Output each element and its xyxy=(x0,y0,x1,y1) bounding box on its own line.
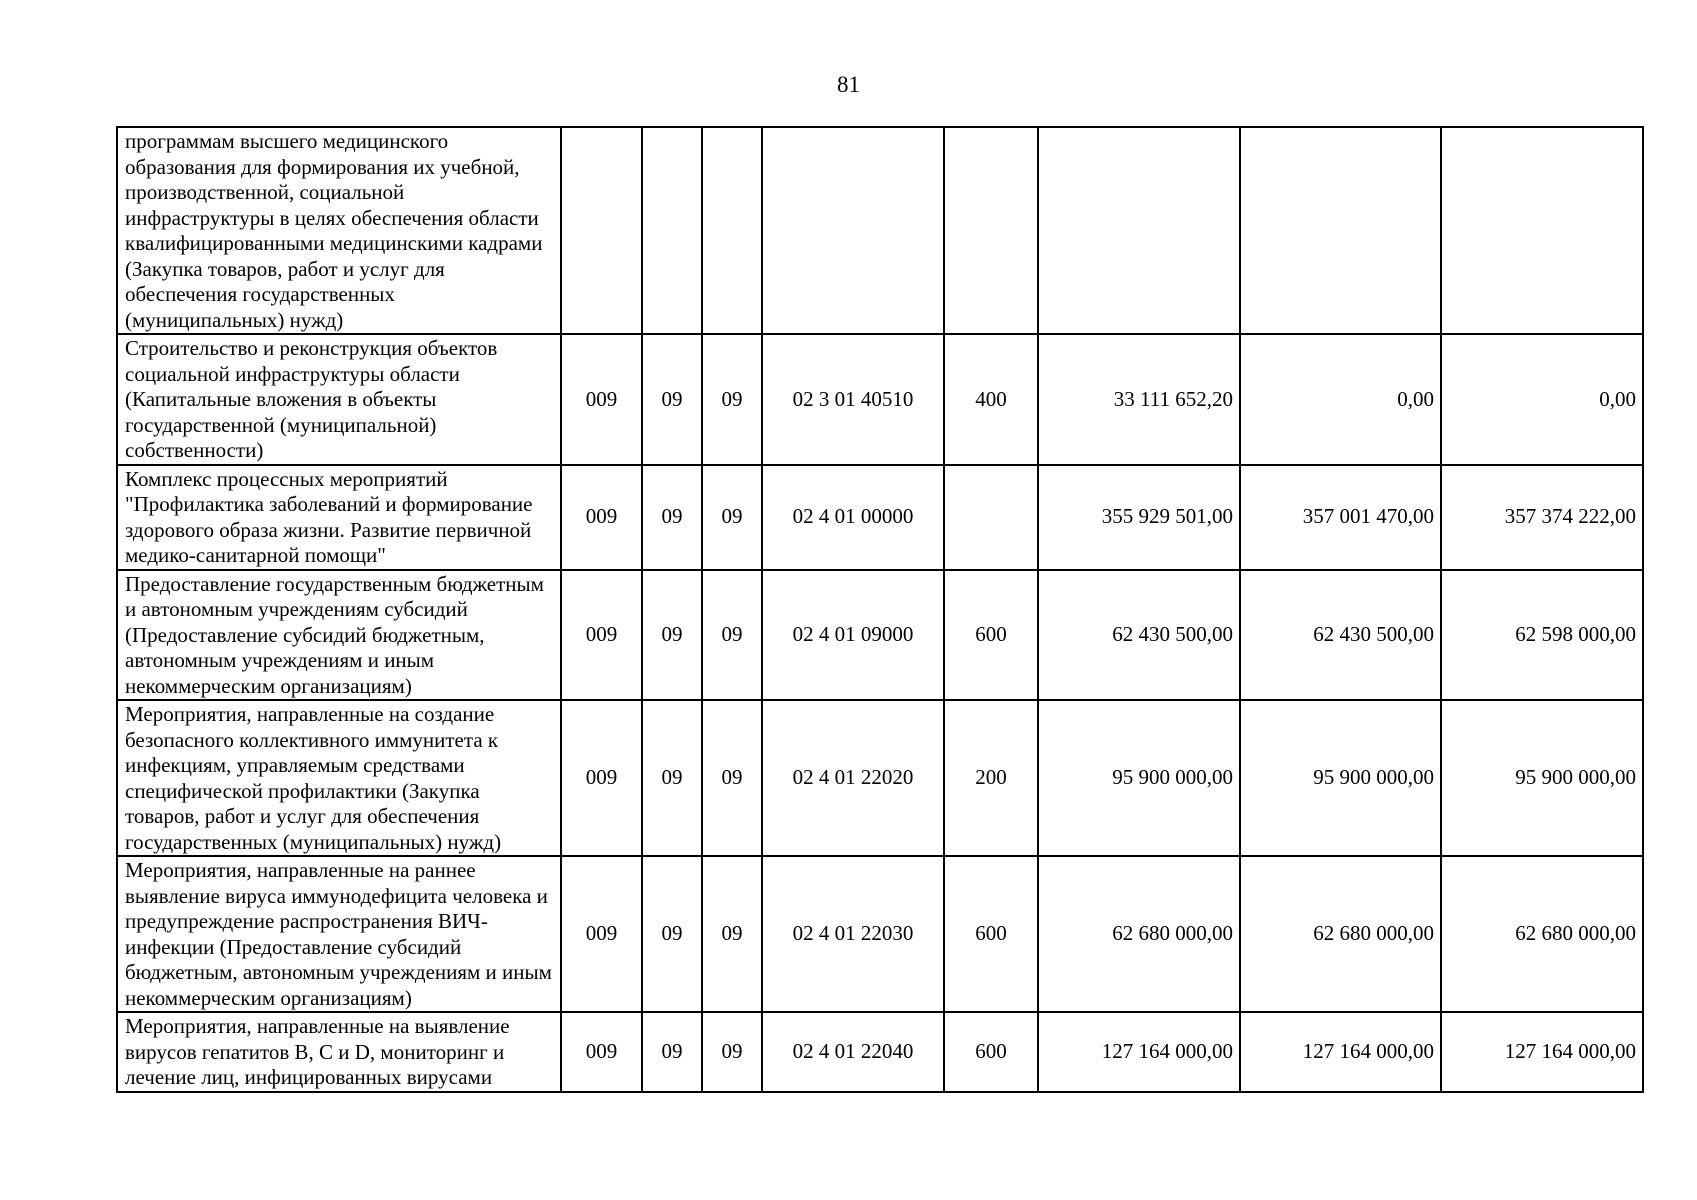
target-article-code: 02 4 01 09000 xyxy=(762,570,944,701)
amount-year-1: 95 900 000,00 xyxy=(1038,700,1240,856)
row-description: Строительство и реконструкция объектов социальной инфраструктуры области (Капитальные вложения в объекты государственной (муниципальной) собственности) xyxy=(117,334,561,465)
amount-year-2: 357 001 470,00 xyxy=(1240,465,1441,570)
expense-type-code xyxy=(944,127,1038,334)
subsection-code: 09 xyxy=(702,1012,762,1092)
section-code: 09 xyxy=(642,465,702,570)
page-number: 81 xyxy=(837,72,860,97)
amount-year-3: 0,00 xyxy=(1441,334,1643,465)
table-row xyxy=(117,700,1643,856)
amount-year-3 xyxy=(1441,127,1643,334)
section-code: 09 xyxy=(642,700,702,856)
target-article-code: 02 4 01 22030 xyxy=(762,856,944,1012)
expense-type-code xyxy=(944,465,1038,570)
amount-year-1: 62 430 500,00 xyxy=(1038,570,1240,701)
ministry-code: 009 xyxy=(561,570,642,701)
row-description: Предоставление государственным бюджетным и автономным учреждениям субсидий (Предоставление субсидий бюджетным, автономным учреждениям и иным некоммерческим организациям) xyxy=(117,570,561,701)
table-row xyxy=(117,856,1643,1012)
amount-year-3: 95 900 000,00 xyxy=(1441,700,1643,856)
row-description: Мероприятия, направленные на раннее выявление вируса иммунодефицита человека и предупреждение распространения ВИЧ-инфекции (Предоставление субсидий бюджетным, автономным учреждениям и иным некоммерческим организациям) xyxy=(117,856,561,1012)
target-article-code: 02 3 01 40510 xyxy=(762,334,944,465)
table-row xyxy=(117,465,1643,570)
table-row xyxy=(117,570,1643,701)
ministry-code: 009 xyxy=(561,856,642,1012)
subsection-code: 09 xyxy=(702,465,762,570)
amount-year-3: 62 680 000,00 xyxy=(1441,856,1643,1012)
target-article-code: 02 4 01 00000 xyxy=(762,465,944,570)
subsection-code: 09 xyxy=(702,570,762,701)
row-description: программам высшего медицинского образования для формирования их учебной, производственной, социальной инфраструктуры в целях обеспечения области квалифицированными медицинскими кадрами (Закупка товаров, работ и услуг для обеспечения государственных (муниципальных) нужд) xyxy=(117,127,561,334)
expense-type-code: 600 xyxy=(944,1012,1038,1092)
subsection-code: 09 xyxy=(702,334,762,465)
expense-type-code: 400 xyxy=(944,334,1038,465)
expense-type-code: 600 xyxy=(944,570,1038,701)
amount-year-2: 62 430 500,00 xyxy=(1240,570,1441,701)
budget-table xyxy=(116,126,1644,1093)
section-code xyxy=(642,127,702,334)
ministry-code: 009 xyxy=(561,1012,642,1092)
amount-year-1: 355 929 501,00 xyxy=(1038,465,1240,570)
amount-year-1: 127 164 000,00 xyxy=(1038,1012,1240,1092)
row-description: Комплекс процессных мероприятий "Профилактика заболеваний и формирование здорового образа жизни. Развитие первичной медико-санитарной помощи" xyxy=(117,465,561,570)
amount-year-1: 33 111 652,20 xyxy=(1038,334,1240,465)
subsection-code xyxy=(702,127,762,334)
subsection-code: 09 xyxy=(702,700,762,856)
ministry-code: 009 xyxy=(561,700,642,856)
ministry-code xyxy=(561,127,642,334)
section-code: 09 xyxy=(642,334,702,465)
expense-type-code: 600 xyxy=(944,856,1038,1012)
amount-year-3: 127 164 000,00 xyxy=(1441,1012,1643,1092)
amount-year-2 xyxy=(1240,127,1441,334)
table-row xyxy=(117,127,1643,334)
ministry-code: 009 xyxy=(561,334,642,465)
table-row xyxy=(117,334,1643,465)
target-article-code xyxy=(762,127,944,334)
amount-year-1: 62 680 000,00 xyxy=(1038,856,1240,1012)
amount-year-2: 62 680 000,00 xyxy=(1240,856,1441,1012)
section-code: 09 xyxy=(642,570,702,701)
amount-year-2: 95 900 000,00 xyxy=(1240,700,1441,856)
target-article-code: 02 4 01 22040 xyxy=(762,1012,944,1092)
amount-year-2: 127 164 000,00 xyxy=(1240,1012,1441,1092)
amount-year-1 xyxy=(1038,127,1240,334)
row-description: Мероприятия, направленные на создание безопасного коллективного иммунитета к инфекциям, управляемым средствами специфической профилактики (Закупка товаров, работ и услуг для обеспечения государственных (муниципальных) нужд) xyxy=(117,700,561,856)
ministry-code: 009 xyxy=(561,465,642,570)
section-code: 09 xyxy=(642,1012,702,1092)
table-row xyxy=(117,1012,1643,1092)
section-code: 09 xyxy=(642,856,702,1012)
amount-year-2: 0,00 xyxy=(1240,334,1441,465)
amount-year-3: 62 598 000,00 xyxy=(1441,570,1643,701)
amount-year-3: 357 374 222,00 xyxy=(1441,465,1643,570)
target-article-code: 02 4 01 22020 xyxy=(762,700,944,856)
expense-type-code: 200 xyxy=(944,700,1038,856)
subsection-code: 09 xyxy=(702,856,762,1012)
row-description: Мероприятия, направленные на выявление вирусов гепатитов B, C и D, мониторинг и лечение лиц, инфицированных вирусами xyxy=(117,1012,561,1092)
